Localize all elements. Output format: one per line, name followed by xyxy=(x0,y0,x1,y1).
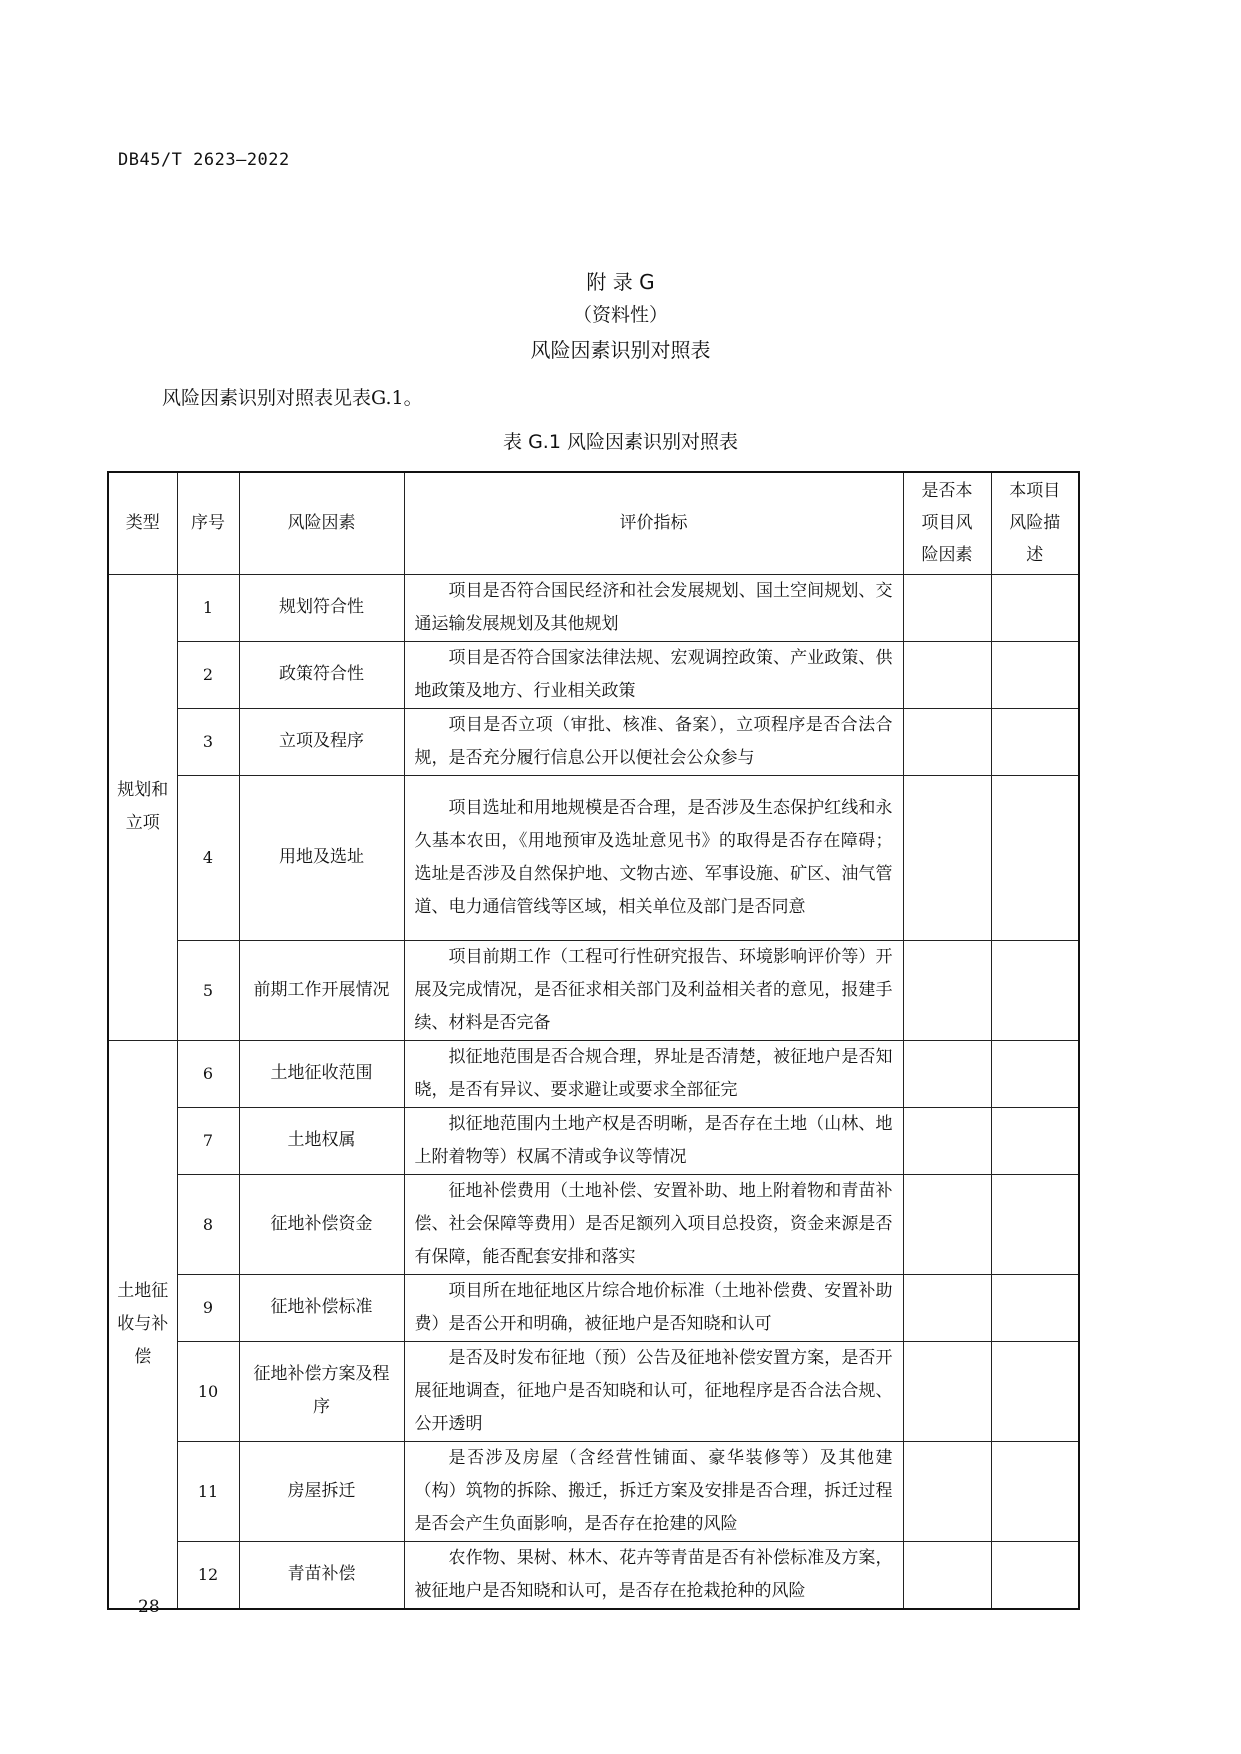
row-description xyxy=(991,708,1079,775)
table-row xyxy=(108,1341,1079,1441)
header-is-risk: 是否本项目风险因素 xyxy=(903,472,991,574)
row-is-risk xyxy=(903,1040,991,1107)
row-no: 3 xyxy=(177,708,239,775)
row-no: 9 xyxy=(177,1274,239,1341)
row-indicator: 拟征地范围是否合规合理，界址是否清楚，被征地户是否知晓，是否有异议、要求避让或要求全部征完 xyxy=(404,1040,903,1107)
row-factor: 青苗补偿 xyxy=(239,1541,404,1609)
row-factor: 征地补偿标准 xyxy=(239,1274,404,1341)
header-factor: 风险因素 xyxy=(239,472,404,574)
table-row xyxy=(108,1441,1079,1541)
table-row xyxy=(108,708,1079,775)
table-row xyxy=(108,1174,1079,1274)
row-no: 2 xyxy=(177,641,239,708)
row-is-risk xyxy=(903,1107,991,1174)
row-no: 6 xyxy=(177,1040,239,1107)
appendix-title: 附 录 G xyxy=(586,270,655,294)
header-no: 序号 xyxy=(177,472,239,574)
row-description xyxy=(991,1541,1079,1609)
row-description xyxy=(991,1274,1079,1341)
row-indicator: 拟征地范围内土地产权是否明晰，是否存在土地（山林、地上附着物等）权属不清或争议等情况 xyxy=(404,1107,903,1174)
row-description xyxy=(991,940,1079,1040)
row-is-risk xyxy=(903,1541,991,1609)
row-indicator: 项目所在地征地区片综合地价标准（土地补偿费、安置补助费）是否公开和明确，被征地户是否知晓和认可 xyxy=(404,1274,903,1341)
row-no: 7 xyxy=(177,1107,239,1174)
category-cell: 规划和立项 xyxy=(108,574,177,1040)
table-row xyxy=(108,574,1079,641)
row-description xyxy=(991,1441,1079,1541)
row-description xyxy=(991,1107,1079,1174)
row-indicator: 项目是否符合国家法律法规、宏观调控政策、产业政策、供地政策及地方、行业相关政策 xyxy=(404,641,903,708)
row-is-risk xyxy=(903,708,991,775)
row-description xyxy=(991,1174,1079,1274)
row-is-risk xyxy=(903,1274,991,1341)
row-is-risk xyxy=(903,775,991,940)
row-is-risk xyxy=(903,574,991,641)
row-factor: 土地权属 xyxy=(239,1107,404,1174)
row-description xyxy=(991,1040,1079,1107)
standard-code: DB45/T 2623—2022 xyxy=(118,150,290,170)
row-factor: 征地补偿方案及程序 xyxy=(239,1341,404,1441)
row-description xyxy=(991,641,1079,708)
row-factor: 房屋拆迁 xyxy=(239,1441,404,1541)
intro-paragraph: 风险因素识别对照表见表G.1。 xyxy=(162,387,423,409)
row-is-risk xyxy=(903,641,991,708)
row-is-risk xyxy=(903,1441,991,1541)
header-description: 本项目风险描述 xyxy=(991,472,1079,574)
row-no: 10 xyxy=(177,1341,239,1441)
appendix-name: 风险因素识别对照表 xyxy=(530,338,711,362)
row-description xyxy=(991,1341,1079,1441)
row-indicator: 是否涉及房屋（含经营性铺面、豪华装修等）及其他建（构）筑物的拆除、搬迁，拆迁方案及安排是否合理，拆迁过程是否会产生负面影响，是否存在抢建的风险 xyxy=(404,1441,903,1541)
table-row xyxy=(108,1274,1079,1341)
row-indicator: 项目前期工作（工程可行性研究报告、环境影响评价等）开展及完成情况，是否征求相关部门及利益相关者的意见，报建手续、材料是否完备 xyxy=(404,940,903,1040)
table-row xyxy=(108,1040,1079,1107)
row-indicator: 项目选址和用地规模是否合理，是否涉及生态保护红线和永久基本农田，《用地预审及选址意见书》的取得是否存在障碍；选址是否涉及自然保护地、文物古迹、军事设施、矿区、油气管道、电力通信管线等区域，相关单位及部门是否同意 xyxy=(404,775,903,940)
row-description xyxy=(991,775,1079,940)
row-factor: 规划符合性 xyxy=(239,574,404,641)
row-factor: 立项及程序 xyxy=(239,708,404,775)
row-is-risk xyxy=(903,1341,991,1441)
row-no: 4 xyxy=(177,775,239,940)
table-row xyxy=(108,641,1079,708)
row-no: 1 xyxy=(177,574,239,641)
row-no: 11 xyxy=(177,1441,239,1541)
row-factor: 前期工作开展情况 xyxy=(239,940,404,1040)
row-is-risk xyxy=(903,940,991,1040)
page-number: 28 xyxy=(138,1597,160,1617)
row-factor: 土地征收范围 xyxy=(239,1040,404,1107)
table-header-row xyxy=(108,472,1079,574)
row-indicator: 农作物、果树、林木、花卉等青苗是否有补偿标准及方案，被征地户是否知晓和认可，是否存在抢栽抢种的风险 xyxy=(404,1541,903,1609)
row-description xyxy=(991,574,1079,641)
row-indicator: 项目是否立项（审批、核准、备案），立项程序是否合法合规，是否充分履行信息公开以便社会公众参与 xyxy=(404,708,903,775)
row-factor: 政策符合性 xyxy=(239,641,404,708)
row-factor: 用地及选址 xyxy=(239,775,404,940)
row-factor: 征地补偿资金 xyxy=(239,1174,404,1274)
row-indicator: 是否及时发布征地（预）公告及征地补偿安置方案，是否开展征地调查，征地户是否知晓和认可，征地程序是否合法合规、公开透明 xyxy=(404,1341,903,1441)
header-indicator: 评价指标 xyxy=(404,472,903,574)
risk-factor-table xyxy=(107,471,1080,1610)
appendix-nature: （资料性） xyxy=(572,304,668,326)
row-is-risk xyxy=(903,1174,991,1274)
row-no: 5 xyxy=(177,940,239,1040)
table-row xyxy=(108,1541,1079,1609)
row-no: 12 xyxy=(177,1541,239,1609)
row-no: 8 xyxy=(177,1174,239,1274)
table-caption: 表 G.1 风险因素识别对照表 xyxy=(503,431,738,453)
row-indicator: 征地补偿费用（土地补偿、安置补助、地上附着物和青苗补偿、社会保障等费用）是否足额列入项目总投资，资金来源是否有保障，能否配套安排和落实 xyxy=(404,1174,903,1274)
table-row xyxy=(108,940,1079,1040)
row-indicator: 项目是否符合国民经济和社会发展规划、国土空间规划、交通运输发展规划及其他规划 xyxy=(404,574,903,641)
header-type: 类型 xyxy=(108,472,177,574)
table-row xyxy=(108,775,1079,940)
table-row xyxy=(108,1107,1079,1174)
category-cell: 土地征收与补偿 xyxy=(108,1040,177,1609)
